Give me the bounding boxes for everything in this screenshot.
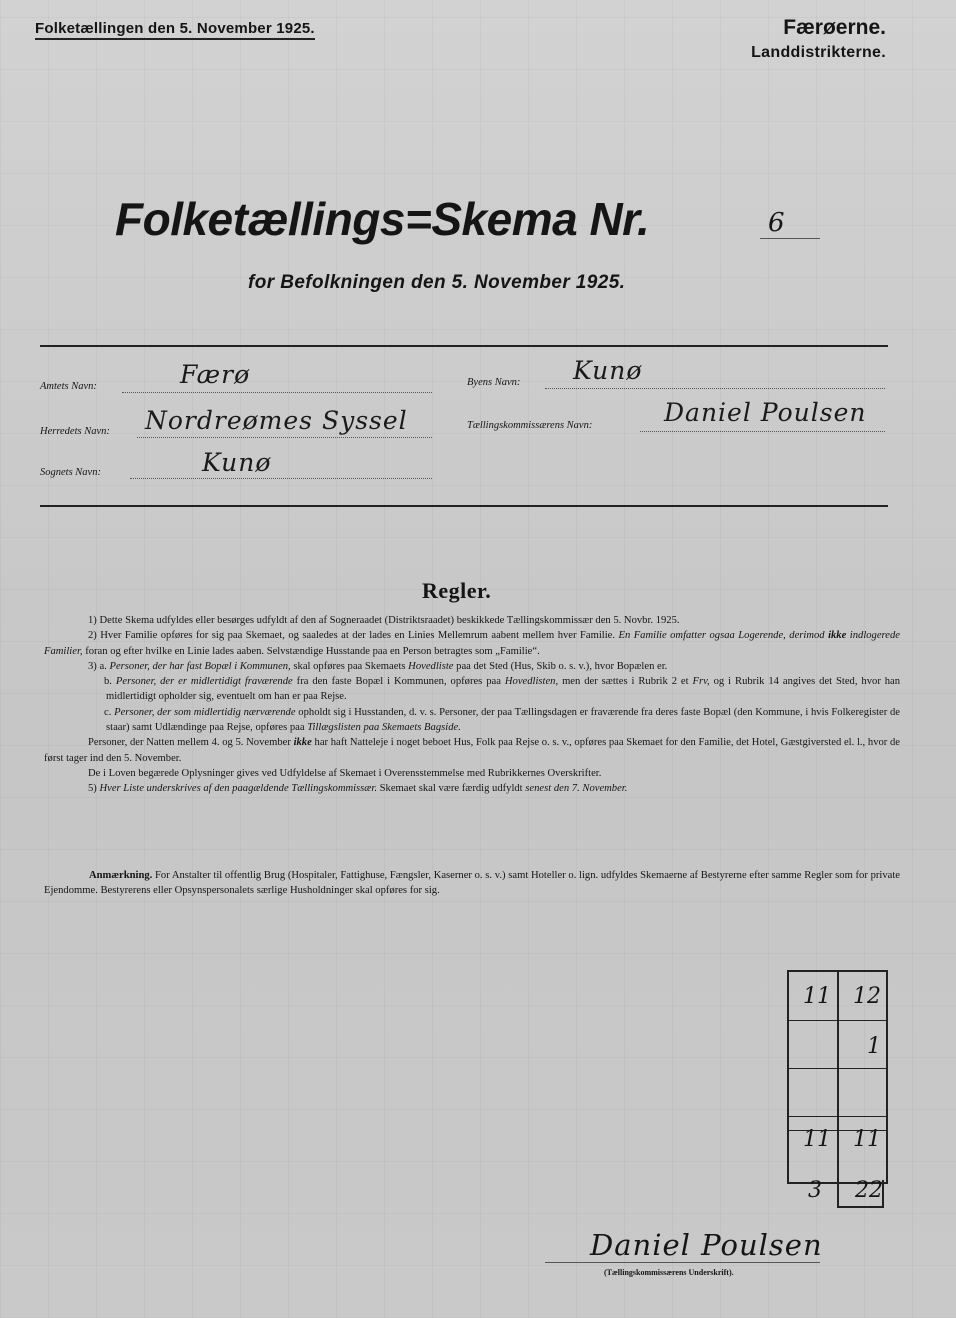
sogn-line	[130, 478, 432, 479]
kommissaer-line	[640, 431, 885, 432]
anmaerkning-label: Anmærkning.	[89, 870, 153, 881]
tally-r4-left: 11	[803, 1127, 831, 1152]
kommissaer-label: Tællingskommissærens Navn:	[467, 420, 593, 431]
tally-r1-right: 12	[853, 984, 881, 1009]
tally-r2-right: 1	[867, 1034, 881, 1059]
rule-1: 1) Dette Skema udfyldes eller besørges udfyldt af den af Sogneraadet (Distriktsraadet) beskikkede Tællingskommissær den 5. Novbr. 1925.	[88, 615, 680, 626]
by-line	[545, 388, 885, 389]
rules-text	[44, 613, 900, 797]
rule-5: 5) Hver Liste underskrives af den paagældende Tællingskommissær. Skemaet skal være færdig udfyldt senest den 7. November.	[88, 783, 628, 795]
anmaerkning-note	[44, 868, 900, 899]
region-name: Færøerne.	[783, 16, 886, 39]
sogn-value: Kunø	[202, 448, 272, 477]
herred-line	[137, 437, 432, 438]
amt-line	[122, 392, 432, 393]
rule-4-note: De i Loven begærede Oplysninger gives ved Udfyldelse af Skemaet i Overensstemmelse med Rubrikkernes Overskrifter.	[88, 767, 602, 779]
signature-line	[545, 1262, 820, 1263]
amt-value: Færø	[180, 360, 251, 389]
tally-total-right: 22	[855, 1178, 883, 1203]
rule-4: Personer, der Natten mellem 4. og 5. November ikke har haft Natteleje i noget beboet Hus, Folk paa Rejse o. s. v., opføres paa Skemaet for den Familie, det Hotel, Gæstgiversted el. l., hvor de først tager ind den 5. November.	[44, 737, 901, 764]
by-label: Byens Navn:	[467, 377, 521, 388]
rule-3b: b. Personer, der er midlertidigt fraværende fra den faste Bopæl i Kommunen, opføres paa Hovedlisten, men der sættes i Rubrik 2 et Frv, og i Rubrik 14 angives det Sted, hvor han midlertidigt opholder sig, eventuelt om han er paa Rejse.	[104, 676, 901, 703]
amt-label: Amtets Navn:	[40, 381, 97, 392]
tally-row-line	[789, 1068, 886, 1069]
tally-row-line	[789, 1020, 886, 1021]
herred-value: Nordreømes Syssel	[145, 406, 408, 435]
rule-3a: 3) a. Personer, der har fast Bopæl i Kommunen, skal opføres paa Skemaets Hovedliste paa det Sted (Hus, Skib o. s. v.), hvor Bopælen er.	[88, 660, 668, 672]
tally-r1-left: 11	[803, 984, 831, 1009]
signature-caption: (Tællingskommissærens Underskrift).	[604, 1268, 734, 1277]
tally-total-left: 3	[808, 1178, 822, 1203]
rules-heading: Regler.	[422, 578, 492, 603]
bottom-divider	[40, 505, 888, 507]
form-subtitle: for Befolkningen den 5. November 1925.	[248, 272, 626, 293]
form-number-line	[760, 238, 820, 239]
tally-row-line	[789, 1116, 886, 1117]
rule-2: 2) Hver Familie opføres for sig paa Skemaet, og saaledes at der lades en Linies Mellemrum aabent mellem hver Familie. En Familie omfatter ogsaa Logerende, derimod ikke indlogerede Familier, foran og efter hvilke en Linie lades aaben. Selvstændige Husstande paa en Person betragtes som „Familie“.	[44, 630, 900, 657]
region-header	[751, 16, 886, 62]
anmaerkning-text: For Anstalter til offentlig Brug (Hospitaler, Fattighuse, Fængsler, Kaserner o. s. v.) samt Hoteller o. lign. udfyldes Skemaerne af Bestyrerne efter samme Regler som for private Ejendomme. Bestyrerens eller Opsynspersonalets særlige Husholdninger skal opføres for sig.	[44, 870, 900, 897]
rule-3c: c. Personer, der som midlertidig nærværende opholdt sig i Husstanden, d. v. s. Personer, der paa Tællingsdagen er fraværende fra deres faste Bopæl (den Kommune, i hvis Folkeregister de staar) samt Udlændinge paa Rejse, opføres paa Tillægslisten paa Skemaets Bagside.	[104, 706, 901, 734]
kommissaer-value: Daniel Poulsen	[664, 398, 867, 427]
by-value: Kunø	[573, 356, 643, 385]
district-type: Landdistrikterne.	[751, 44, 886, 61]
tally-r4-right: 11	[853, 1127, 881, 1152]
form-title: Folketællings=Skema Nr.	[115, 193, 650, 245]
form-number: 6	[768, 208, 785, 238]
herred-label: Herredets Navn:	[40, 426, 110, 437]
tally-box	[787, 970, 888, 1184]
commissioner-signature: Daniel Poulsen	[590, 1228, 823, 1262]
sogn-label: Sognets Navn:	[40, 467, 101, 478]
census-date-header: Folketællingen den 5. November 1925.	[35, 20, 315, 40]
top-divider	[40, 345, 888, 347]
